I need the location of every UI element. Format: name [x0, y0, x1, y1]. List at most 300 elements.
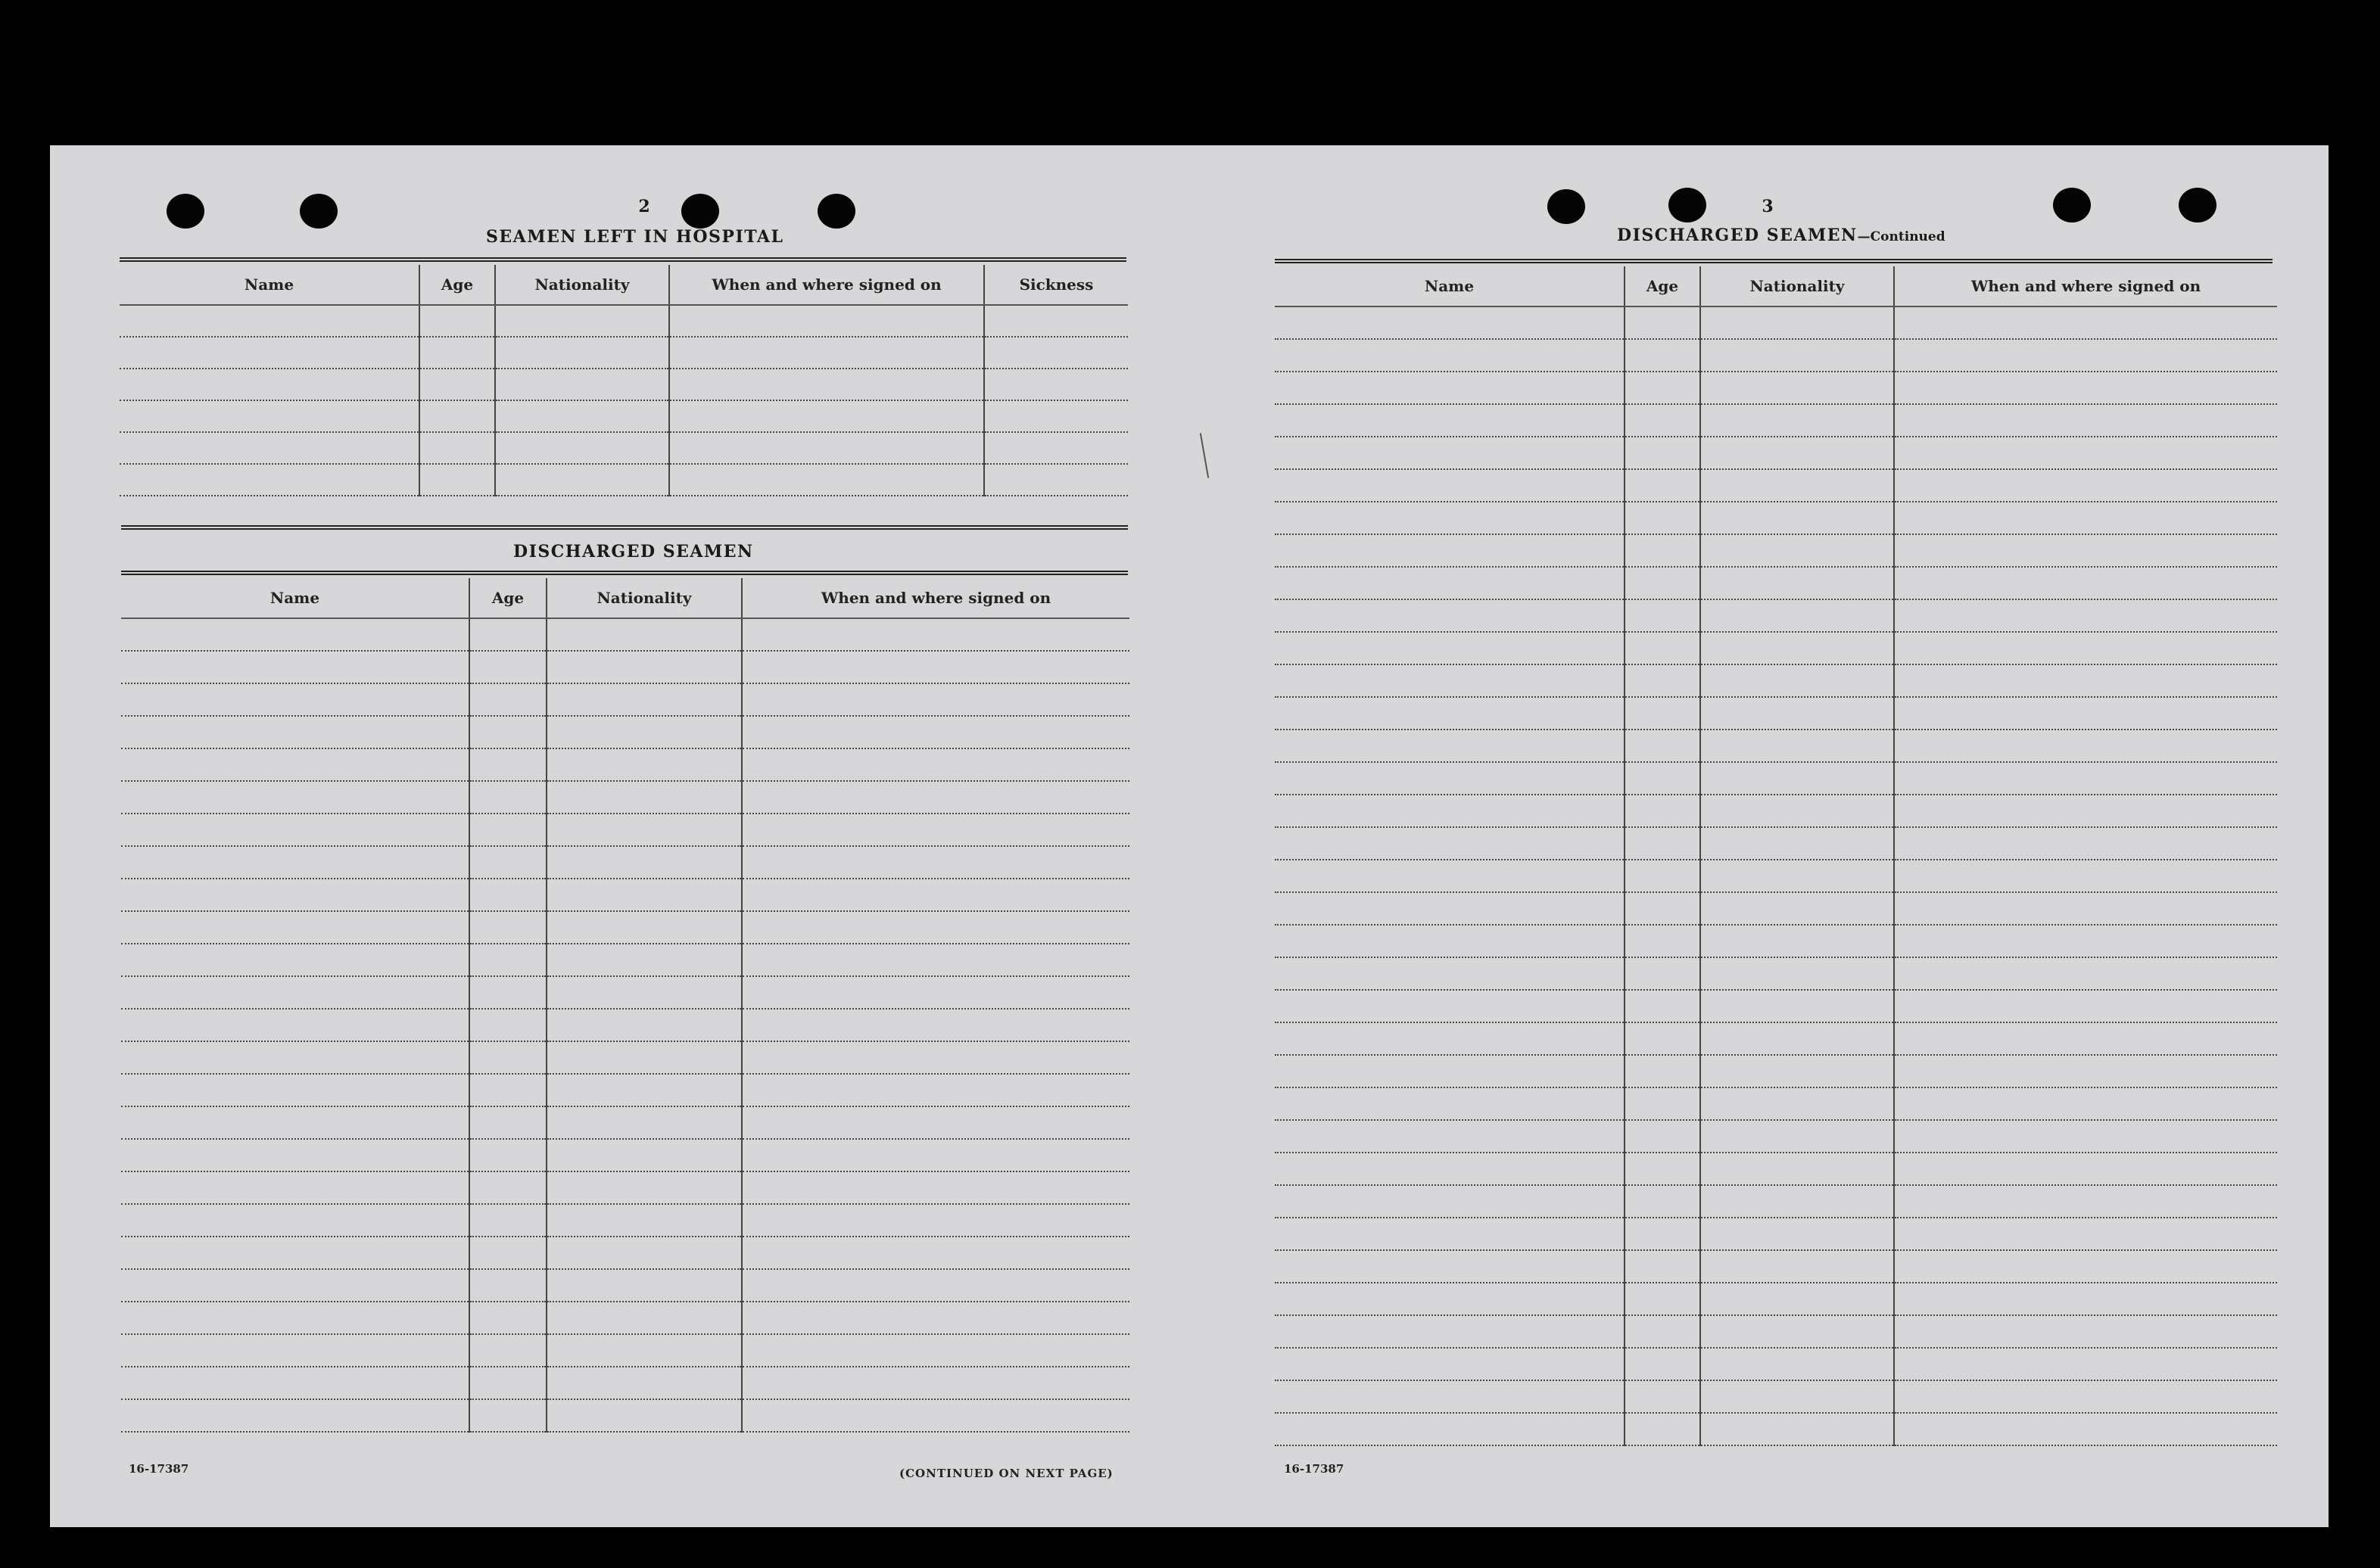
blank-cell [1700, 469, 1894, 502]
blank-cell [469, 1269, 547, 1302]
blank-cell [669, 464, 984, 496]
table-row [120, 369, 1128, 400]
blank-cell [469, 911, 547, 944]
blank-cell [1894, 306, 2277, 339]
blank-cell [1625, 730, 1700, 762]
blank-cell [121, 1074, 469, 1106]
blank-cell [1700, 632, 1894, 664]
blank-cell [469, 1204, 547, 1237]
blank-cell [1894, 1153, 2277, 1185]
blank-cell [1625, 1283, 1700, 1315]
table-row [121, 748, 1129, 781]
continued-note: (CONTINUED ON NEXT PAGE) [899, 1467, 1114, 1480]
column-header: Age [469, 578, 547, 618]
blank-cell [1894, 697, 2277, 730]
blank-cell [121, 879, 469, 911]
table-row [121, 683, 1129, 716]
table-row [120, 464, 1128, 496]
blank-cell [1894, 1022, 2277, 1055]
blank-cell [121, 1237, 469, 1269]
blank-cell [1894, 957, 2277, 990]
blank-cell [742, 879, 1129, 911]
column-header: Sickness [984, 265, 1128, 305]
blank-cell [1700, 1055, 1894, 1087]
blank-cell [547, 911, 742, 944]
blank-cell [547, 976, 742, 1009]
blank-cell [469, 716, 547, 748]
blank-cell [1275, 306, 1625, 339]
blank-cell [547, 1237, 742, 1269]
blank-cell [1700, 534, 1894, 567]
blank-cell [1700, 827, 1894, 860]
blank-cell [1275, 957, 1625, 990]
blank-cell [1275, 372, 1625, 404]
blank-cell [120, 337, 419, 369]
table-row [121, 1302, 1129, 1334]
blank-cell [1625, 1153, 1700, 1185]
blank-cell [121, 716, 469, 748]
blank-cell [1625, 1218, 1700, 1250]
blank-cell [1894, 892, 2277, 925]
table-row [120, 337, 1128, 369]
table-row [121, 1074, 1129, 1106]
column-header: When and where signed on [669, 265, 984, 305]
blank-cell [1625, 925, 1700, 957]
column-header: When and where signed on [1894, 266, 2277, 306]
table-row [1275, 1055, 2277, 1087]
punch-hole-icon [2179, 188, 2216, 222]
blank-cell [547, 1106, 742, 1139]
blank-cell [1275, 762, 1625, 795]
blank-cell [469, 1237, 547, 1269]
blank-cell [1700, 1185, 1894, 1218]
table-row [121, 651, 1129, 683]
table-row [121, 716, 1129, 748]
punch-hole-icon [1668, 188, 1706, 222]
blank-cell [469, 1009, 547, 1041]
blank-cell [1625, 860, 1700, 892]
form-sheet [50, 145, 2329, 1527]
blank-cell [1700, 1120, 1894, 1153]
blank-cell [1894, 1120, 2277, 1153]
blank-cell [742, 1074, 1129, 1106]
blank-cell [1894, 437, 2277, 469]
blank-cell [121, 1171, 469, 1204]
blank-cell [742, 1106, 1129, 1139]
blank-cell [121, 781, 469, 814]
blank-cell [1275, 404, 1625, 437]
blank-cell [1700, 599, 1894, 632]
table-row [121, 1399, 1129, 1432]
blank-cell [469, 1334, 547, 1367]
blank-cell [1275, 1413, 1625, 1445]
column-header: Nationality [495, 265, 669, 305]
blank-cell [469, 879, 547, 911]
column-header: Age [419, 265, 495, 305]
discharged-title-rule-top [121, 525, 1128, 530]
blank-cell [1700, 502, 1894, 534]
blank-cell [1894, 827, 2277, 860]
right-title-rule [1275, 259, 2273, 263]
blank-cell [742, 1269, 1129, 1302]
left-form-number: 16-17387 [129, 1462, 189, 1476]
blank-cell [1275, 795, 1625, 827]
blank-cell [1625, 697, 1700, 730]
blank-cell [1894, 1218, 2277, 1250]
punch-hole-icon [681, 194, 719, 229]
table-row [1275, 860, 2277, 892]
blank-cell [495, 400, 669, 432]
blank-cell [742, 1041, 1129, 1074]
table-row [1275, 1022, 2277, 1055]
table-row [1275, 372, 2277, 404]
blank-cell [1894, 1055, 2277, 1087]
left-page-number: 2 [638, 197, 650, 216]
table-row [121, 1041, 1129, 1074]
blank-cell [1894, 1283, 2277, 1315]
column-header: Name [1275, 266, 1625, 306]
blank-cell [1700, 404, 1894, 437]
column-header: When and where signed on [742, 578, 1129, 618]
table-row [1275, 1185, 2277, 1218]
blank-cell [1275, 534, 1625, 567]
blank-cell [742, 748, 1129, 781]
blank-cell [1625, 404, 1700, 437]
column-header: Name [120, 265, 419, 305]
blank-cell [547, 814, 742, 846]
blank-cell [547, 1334, 742, 1367]
blank-cell [742, 781, 1129, 814]
table-row [1275, 1250, 2277, 1283]
blank-cell [1275, 1120, 1625, 1153]
hospital-title-rule [120, 257, 1126, 262]
blank-cell [469, 651, 547, 683]
table-row [1275, 339, 2277, 372]
blank-cell [1894, 372, 2277, 404]
table-row [1275, 1087, 2277, 1120]
blank-cell [742, 944, 1129, 976]
blank-cell [1700, 1348, 1894, 1380]
table-row [1275, 730, 2277, 762]
table-row [1275, 925, 2277, 957]
blank-cell [1625, 1120, 1700, 1153]
blank-cell [742, 976, 1129, 1009]
blank-cell [419, 432, 495, 464]
blank-cell [1275, 860, 1625, 892]
blank-cell [469, 1139, 547, 1171]
blank-cell [1275, 567, 1625, 599]
blank-cell [1625, 469, 1700, 502]
blank-cell [469, 1106, 547, 1139]
blank-cell [469, 814, 547, 846]
blank-cell [1700, 697, 1894, 730]
blank-cell [1275, 1153, 1625, 1185]
blank-cell [121, 846, 469, 879]
right-page-title [1617, 226, 1945, 245]
blank-cell [1894, 599, 2277, 632]
blank-cell [419, 400, 495, 432]
blank-cell [121, 1106, 469, 1139]
table-row [1275, 502, 2277, 534]
blank-cell [469, 1302, 547, 1334]
blank-cell [1894, 567, 2277, 599]
table-row [1275, 306, 2277, 339]
paper-crease [1200, 433, 1209, 478]
blank-cell [1700, 306, 1894, 339]
table-row [1275, 1315, 2277, 1348]
blank-cell [1275, 339, 1625, 372]
blank-cell [1625, 1055, 1700, 1087]
blank-cell [1625, 502, 1700, 534]
blank-cell [419, 369, 495, 400]
blank-cell [742, 683, 1129, 716]
column-header: Nationality [1700, 266, 1894, 306]
blank-cell [1625, 1413, 1700, 1445]
blank-cell [469, 781, 547, 814]
blank-cell [121, 976, 469, 1009]
blank-cell [669, 369, 984, 400]
table-row [121, 1171, 1129, 1204]
blank-cell [984, 400, 1128, 432]
blank-cell [742, 846, 1129, 879]
hospital-section-title: SEAMEN LEFT IN HOSPITAL [486, 227, 784, 247]
blank-cell [742, 1139, 1129, 1171]
blank-cell [121, 1334, 469, 1367]
blank-cell [1700, 1380, 1894, 1413]
blank-cell [1625, 1185, 1700, 1218]
blank-cell [469, 846, 547, 879]
blank-cell [742, 911, 1129, 944]
blank-cell [1894, 404, 2277, 437]
blank-cell [1700, 1153, 1894, 1185]
blank-cell [1275, 892, 1625, 925]
blank-cell [1894, 795, 2277, 827]
blank-cell [121, 814, 469, 846]
blank-cell [1894, 730, 2277, 762]
blank-cell [547, 748, 742, 781]
blank-cell [1894, 469, 2277, 502]
blank-cell [469, 748, 547, 781]
blank-cell [121, 1009, 469, 1041]
blank-cell [1894, 1315, 2277, 1348]
table-row [121, 1139, 1129, 1171]
table-row [1275, 567, 2277, 599]
table-row [1275, 827, 2277, 860]
blank-cell [1275, 1380, 1625, 1413]
table-row [1275, 632, 2277, 664]
blank-cell [1275, 1283, 1625, 1315]
blank-cell [1625, 306, 1700, 339]
blank-cell [1625, 1087, 1700, 1120]
blank-cell [1275, 990, 1625, 1022]
table-row [1275, 664, 2277, 697]
blank-cell [121, 1041, 469, 1074]
table-row [1275, 1120, 2277, 1153]
blank-cell [120, 369, 419, 400]
column-header: Nationality [547, 578, 742, 618]
blank-cell [1275, 632, 1625, 664]
blank-cell [1275, 502, 1625, 534]
blank-cell [1700, 339, 1894, 372]
discharged-table [121, 578, 1129, 1433]
blank-cell [669, 400, 984, 432]
blank-cell [1275, 469, 1625, 502]
blank-cell [1700, 1315, 1894, 1348]
blank-cell [495, 305, 669, 337]
blank-cell [120, 400, 419, 432]
blank-cell [742, 1367, 1129, 1399]
blank-cell [1625, 534, 1700, 567]
table-row [1275, 469, 2277, 502]
discharged-title-rule-bottom [121, 571, 1128, 575]
right-discharged-table [1275, 266, 2277, 1446]
blank-cell [1894, 1380, 2277, 1413]
blank-cell [1700, 1250, 1894, 1283]
blank-cell [742, 1237, 1129, 1269]
blank-cell [742, 1334, 1129, 1367]
blank-cell [469, 1367, 547, 1399]
blank-cell [495, 337, 669, 369]
blank-cell [121, 683, 469, 716]
blank-cell [984, 337, 1128, 369]
blank-cell [547, 716, 742, 748]
right-title-suffix: —Continued [1857, 229, 1945, 244]
blank-cell [1894, 1185, 2277, 1218]
blank-cell [121, 618, 469, 651]
blank-cell [1700, 437, 1894, 469]
blank-cell [1625, 567, 1700, 599]
blank-cell [1275, 1315, 1625, 1348]
blank-cell [669, 337, 984, 369]
blank-cell [1275, 664, 1625, 697]
blank-cell [1700, 892, 1894, 925]
table-row [121, 1009, 1129, 1041]
blank-cell [669, 432, 984, 464]
blank-cell [1625, 1022, 1700, 1055]
blank-cell [469, 944, 547, 976]
blank-cell [1894, 534, 2277, 567]
blank-cell [1275, 827, 1625, 860]
blank-cell [1275, 599, 1625, 632]
blank-cell [469, 618, 547, 651]
blank-cell [1700, 372, 1894, 404]
blank-cell [1625, 795, 1700, 827]
table-row [1275, 697, 2277, 730]
blank-cell [121, 1269, 469, 1302]
blank-cell [1700, 1413, 1894, 1445]
blank-cell [984, 369, 1128, 400]
blank-cell [120, 464, 419, 496]
blank-cell [547, 651, 742, 683]
blank-cell [1625, 599, 1700, 632]
blank-cell [1625, 762, 1700, 795]
blank-cell [120, 305, 419, 337]
table-row [121, 1334, 1129, 1367]
blank-cell [984, 305, 1128, 337]
blank-cell [547, 1269, 742, 1302]
punch-hole-icon [300, 194, 338, 229]
blank-cell [1700, 1087, 1894, 1120]
punch-hole-icon [1547, 189, 1585, 224]
table-row [1275, 404, 2277, 437]
table-row [1275, 1218, 2277, 1250]
blank-cell [1625, 1315, 1700, 1348]
blank-cell [419, 337, 495, 369]
table-row [1275, 762, 2277, 795]
blank-cell [1894, 632, 2277, 664]
blank-cell [469, 683, 547, 716]
table-row [1275, 1153, 2277, 1185]
blank-cell [1275, 1218, 1625, 1250]
blank-cell [1275, 1185, 1625, 1218]
blank-cell [547, 1171, 742, 1204]
table-row [120, 400, 1128, 432]
blank-cell [1625, 1348, 1700, 1380]
blank-cell [1275, 697, 1625, 730]
blank-cell [547, 1009, 742, 1041]
blank-cell [1700, 664, 1894, 697]
blank-cell [742, 716, 1129, 748]
blank-cell [1700, 567, 1894, 599]
punch-hole-icon [818, 194, 855, 229]
blank-cell [742, 1204, 1129, 1237]
blank-cell [547, 1041, 742, 1074]
blank-cell [1625, 664, 1700, 697]
blank-cell [1894, 990, 2277, 1022]
blank-cell [742, 618, 1129, 651]
blank-cell [1625, 892, 1700, 925]
discharged-section-title: DISCHARGED SEAMEN [513, 542, 754, 562]
blank-cell [1625, 1250, 1700, 1283]
blank-cell [1625, 957, 1700, 990]
blank-cell [121, 944, 469, 976]
blank-cell [469, 1399, 547, 1432]
blank-cell [547, 1139, 742, 1171]
blank-cell [1275, 437, 1625, 469]
blank-cell [547, 618, 742, 651]
blank-cell [547, 1204, 742, 1237]
table-row [121, 618, 1129, 651]
blank-cell [419, 464, 495, 496]
table-row [121, 781, 1129, 814]
blank-cell [1275, 730, 1625, 762]
blank-cell [1894, 1348, 2277, 1380]
table-row [121, 1204, 1129, 1237]
blank-cell [419, 305, 495, 337]
blank-cell [1275, 1055, 1625, 1087]
column-header: Name [121, 578, 469, 618]
blank-cell [121, 1367, 469, 1399]
blank-cell [1275, 1250, 1625, 1283]
blank-cell [1625, 990, 1700, 1022]
blank-cell [1700, 762, 1894, 795]
right-form-number: 16-17387 [1284, 1462, 1344, 1476]
blank-cell [121, 911, 469, 944]
blank-cell [1700, 957, 1894, 990]
blank-cell [1275, 1348, 1625, 1380]
blank-cell [547, 1367, 742, 1399]
blank-cell [1894, 339, 2277, 372]
table-row [121, 1106, 1129, 1139]
blank-cell [547, 879, 742, 911]
table-row [1275, 1380, 2277, 1413]
blank-cell [547, 781, 742, 814]
blank-cell [547, 846, 742, 879]
blank-cell [742, 651, 1129, 683]
blank-cell [1894, 762, 2277, 795]
table-row [120, 305, 1128, 337]
blank-cell [120, 432, 419, 464]
